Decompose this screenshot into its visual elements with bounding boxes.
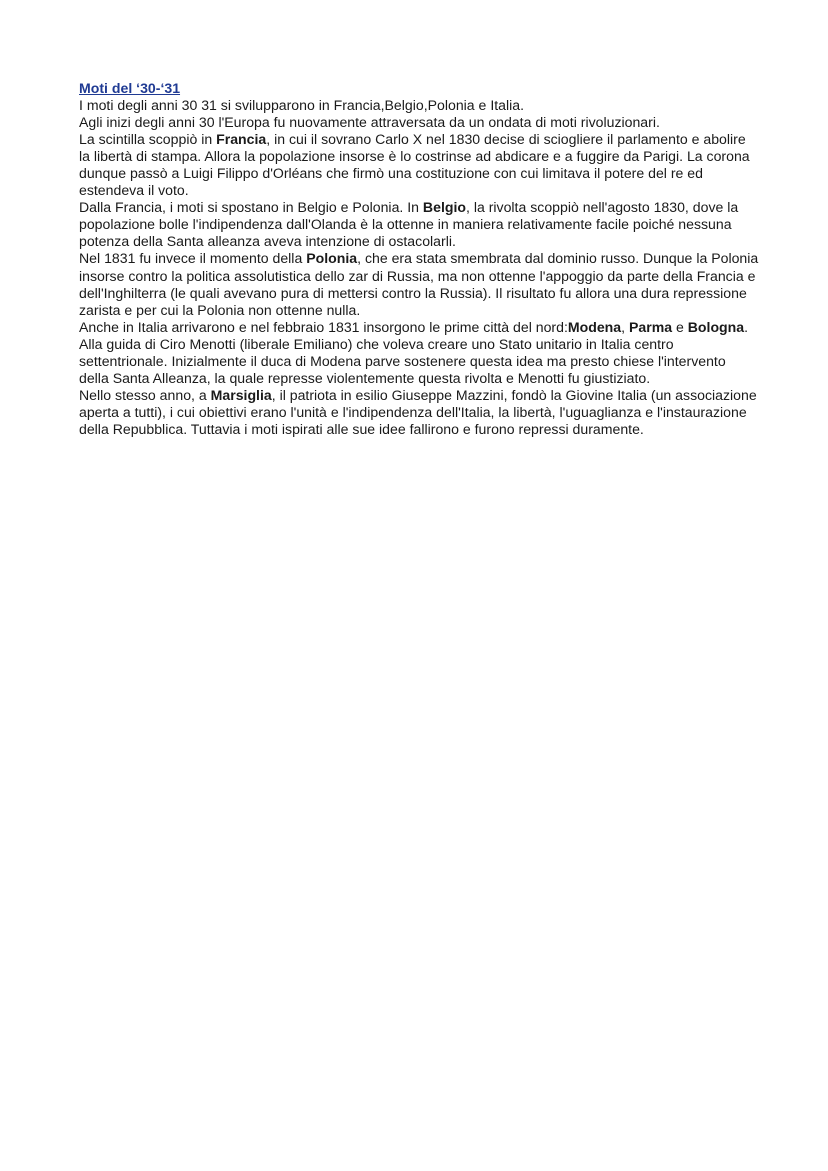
bold-term: Bologna [687,318,745,335]
bold-term: Marsiglia [210,386,272,403]
bold-term: Parma [628,318,673,335]
text-run: I moti degli anni 30 31 si svilupparono in Francia,Belgio,Polonia e Italia. [79,97,524,114]
paragraph [79,387,759,438]
text-run: , che era stata smembrata dal dominio russo. Dunque la Polonia insorse contro la politica assolutistica dello zar di Russia, ma non ottenne l'appoggio da parte della Francia e dell'Inghilterra (le quali avevano pura di mettersi contro la Russia). Il risultato fu allora una dura repressione zarista e per cui la Polonia non ottenne nulla. [79,250,759,318]
text-run: Dalla Francia, i moti si spostano in Belgio e Polonia. In [79,199,423,216]
text-run: Nel 1831 fu invece il momento della [79,250,307,267]
paragraph [79,199,759,250]
paragraph [79,97,759,114]
text-run: Nello stesso anno, a [79,386,211,403]
bold-term: Polonia [306,250,358,267]
bold-term: Belgio [422,199,466,216]
paragraph [79,250,759,318]
paragraph [79,131,759,199]
text-run: , [621,318,629,335]
text-run: , la rivolta scoppiò nell'agosto 1830, dove la popolazione bolle l'indipendenza dall'Olanda è la ottenne in maniera relativamente facile poiché nessuna potenza della Santa alleanza aveva intenzione di ostacolarli. [79,199,739,250]
document-title[interactable]: Moti del ‘30-‘31 [79,80,181,96]
document-page [79,80,759,438]
text-run: , il patriota in esilio Giuseppe Mazzini, fondò la Giovine Italia (un associazione aperta a tutti), i cui obiettivi erano l'unità e l'indipendenza dell'Italia, la libertà, l'uguaglianza e l'instaurazione della Repubblica. Tuttavia i moti ispirati alle sue idee fallirono e furono repressi duramente. [79,386,757,437]
paragraph [79,114,759,131]
text-run: . Alla guida di Ciro Menotti (liberale Emiliano) che voleva creare uno Stato unitario in Italia centro settentrionale. Inizialmente il duca di Modena parve sostenere questa idea ma presto chiese l'intervento della Santa Alleanza, la quale represse violentemente questa rivolta e Menotti fu giustiziato. [79,318,749,386]
text-run: Anche in Italia arrivarono e nel febbraio 1831 insorgono le prime città del nord: [79,318,568,335]
bold-term: Francia [216,131,267,148]
text-run: , in cui il sovrano Carlo X nel 1830 decise di sciogliere il parlamento e abolire la libertà di stampa. Allora la popolazione insorse è lo costrinse ad abdicare e a fuggire da Parigi. La corona dunque passò a Luigi Filippo d'Orléans che firmò una costituzione con cui limitava il potere del re ed estendeva il voto. [79,131,750,199]
document-body [79,97,759,438]
bold-term: Modena [567,318,622,335]
text-run: Agli inizi degli anni 30 l'Europa fu nuovamente attraversata da un ondata di moti rivoluzionari. [79,114,660,131]
text-run: e [672,318,688,335]
paragraph [79,319,759,387]
text-run: La scintilla scoppiò in [79,131,217,148]
